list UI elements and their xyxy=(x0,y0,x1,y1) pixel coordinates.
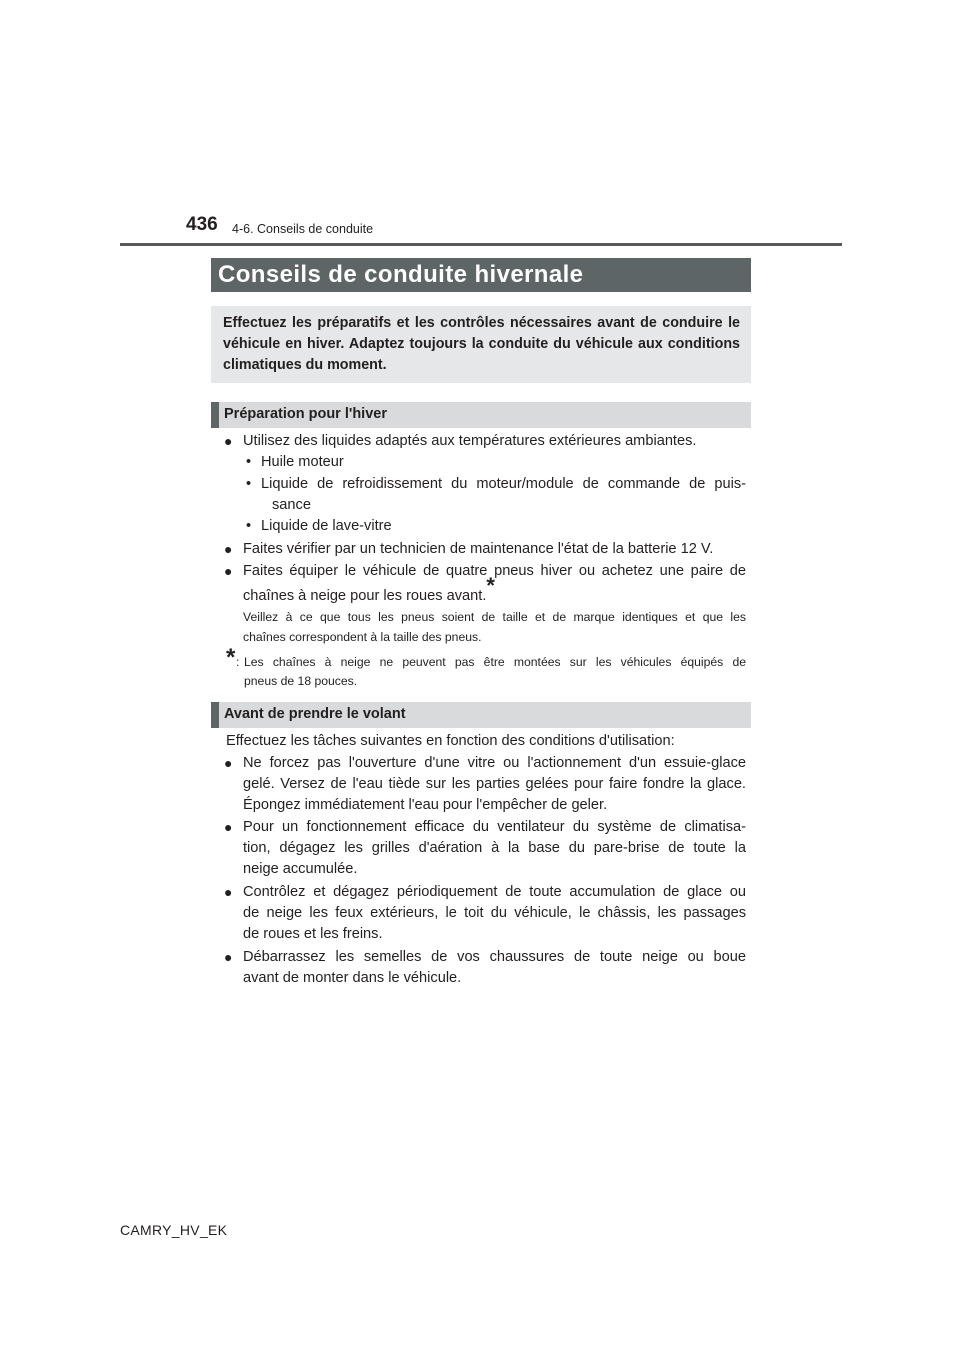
bullet-icon: ● xyxy=(224,541,233,557)
list-item-continued: neige accumulée. xyxy=(243,861,358,877)
footnote-separator: : xyxy=(236,655,240,669)
bullet-icon: ● xyxy=(224,755,233,771)
list-item-continued: avant de monter dans le véhicule. xyxy=(243,970,462,986)
sub-list-item: Huile moteur xyxy=(261,454,344,470)
list-item: Utilisez des liquides adaptés aux températures extérieures ambiantes. xyxy=(243,433,697,449)
list-item: Débarrassez les semelles de vos chaussures de toute neige ou boue xyxy=(243,949,746,965)
note-text: Veillez à ce que tous les pneus soient de taille et de marque identiques et que les xyxy=(243,610,746,624)
list-item-text: chaînes à neige pour les roues avant. xyxy=(243,588,487,604)
sub-bullet-icon: • xyxy=(246,454,252,470)
section-reference: 4-6. Conseils de conduite xyxy=(232,222,374,236)
intro-box xyxy=(211,306,751,383)
bullet-icon: ● xyxy=(224,563,233,579)
intro-text: Effectuez les préparatifs et les contrôles nécessaires avant de conduire le véhicule en hiver. Adaptez toujours la conduite du véhicule aux conditions climatiques du moment. xyxy=(223,315,740,373)
footnote-marker: * xyxy=(486,573,495,598)
lead-text: Effectuez les tâches suivantes en fonction des conditions d'utilisation: xyxy=(226,733,675,749)
list-item: Contrôlez et dégagez périodiquement de toute accumulation de glace ou xyxy=(243,884,746,900)
page-title: Conseils de conduite hivernale xyxy=(218,261,584,288)
sub-bullet-icon: • xyxy=(246,518,252,534)
bullet-icon: ● xyxy=(224,884,233,900)
header-divider xyxy=(120,243,842,246)
bullet-icon: ● xyxy=(224,949,233,965)
list-item-continued: Épongez immédiatement l'eau pour l'empêcher de geler. xyxy=(243,797,608,813)
page-number: 436 xyxy=(186,214,218,235)
section-heading-before-driving xyxy=(211,702,751,728)
sub-list-item-continued: sance xyxy=(272,497,311,513)
list-item: Ne forcez pas l'ouverture d'une vitre ou l'actionnement d'un essuie-glace xyxy=(243,755,746,771)
list-item-continued xyxy=(243,573,495,607)
footnote-text-continued: pneus de 18 pouces. xyxy=(244,674,358,688)
note-text-continued: chaînes correspondent à la taille des pneus. xyxy=(243,630,482,644)
section-heading-text: Avant de prendre le volant xyxy=(224,706,406,722)
sub-list-item: Liquide de lave-vitre xyxy=(261,518,392,534)
footnote-asterisk: * xyxy=(226,644,236,671)
section-heading-preparation xyxy=(211,402,751,428)
list-item: Faites équiper le véhicule de quatre pneus hiver ou achetez une paire de xyxy=(243,563,746,579)
list-item-continued: de roues et les freins. xyxy=(243,926,383,942)
list-item: Faites vérifier par un technicien de maintenance l'état de la batterie 12 V. xyxy=(243,541,714,557)
footnote-text: Les chaînes à neige ne peuvent pas être montées sur les véhicules équipés de xyxy=(244,655,746,669)
page-title-bar xyxy=(211,258,751,292)
sub-bullet-icon: • xyxy=(246,476,252,492)
bullet-icon: ● xyxy=(224,819,233,835)
list-item: Pour un fonctionnement efficace du ventilateur du système de climatisa- xyxy=(243,819,746,835)
bullet-icon: ● xyxy=(224,433,233,449)
section-heading-text: Préparation pour l'hiver xyxy=(224,406,387,422)
list-item-continued: de neige les feux extérieurs, le toit du véhicule, le châssis, les passages xyxy=(243,905,746,921)
list-item-continued: tion, dégagez les grilles d'aération à la base du pare-brise de toute la xyxy=(243,840,746,856)
sub-list-item: Liquide de refroidissement du moteur/module de commande de puis- xyxy=(261,476,746,492)
list-item-continued: gelé. Versez de l'eau tiède sur les parties gelées pour faire fondre la glace. xyxy=(243,776,746,792)
document-code: CAMRY_HV_EK xyxy=(120,1222,228,1238)
